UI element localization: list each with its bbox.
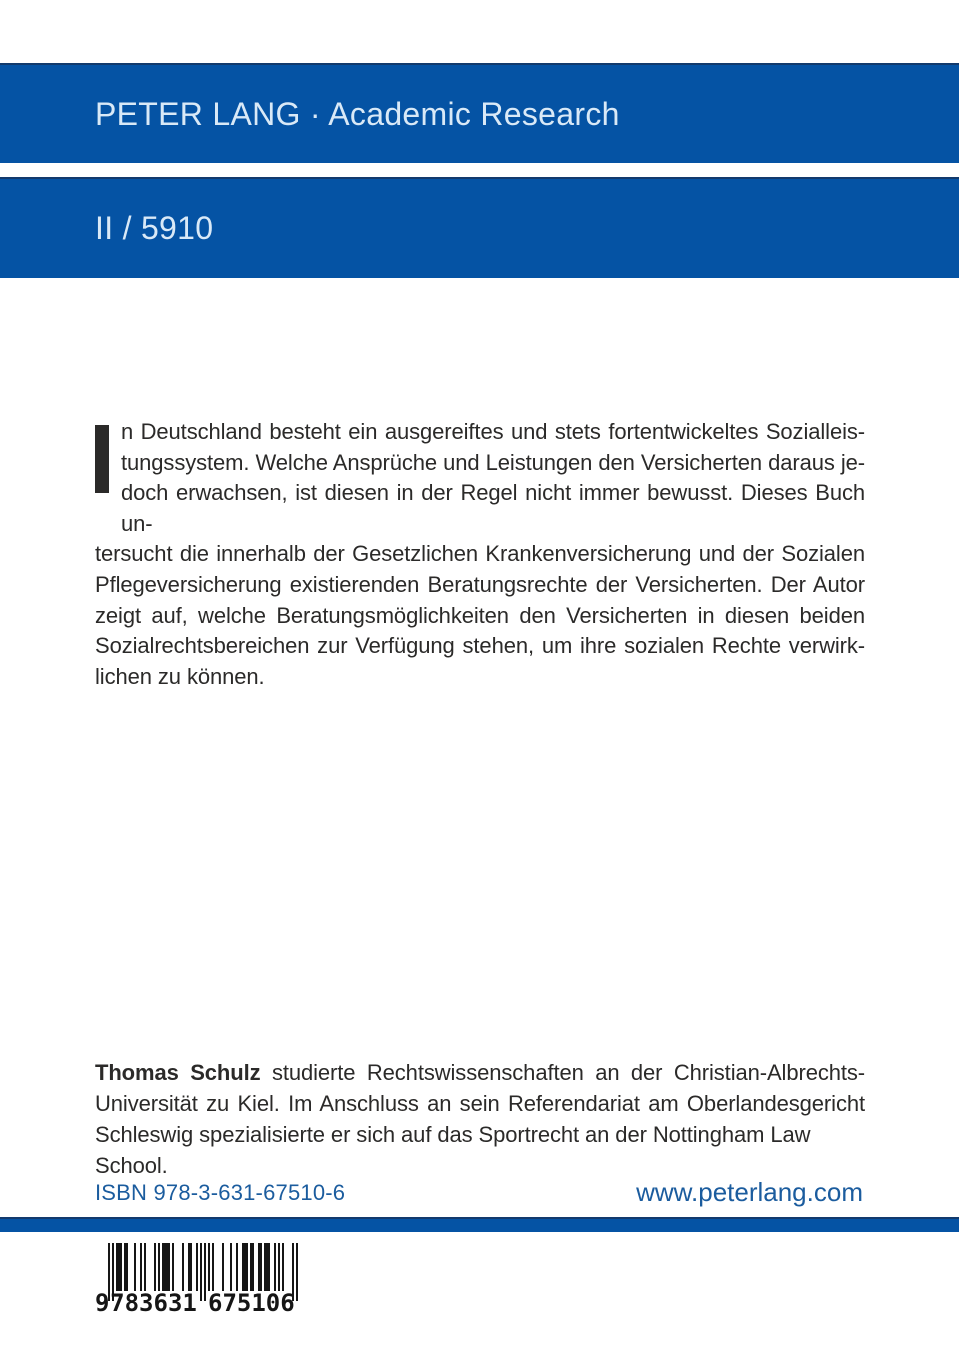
blurb-line: zeigt auf, welche Beratungsmöglichkeiten den Versicherten in diesen beiden: [95, 602, 865, 628]
blurb-line: tungssystem. Welche Ansprüche und Leistungen den Versicherten daraus je-: [121, 449, 865, 475]
bio-line: Universität zu Kiel. Im Anschluss an sein Referendariat am Oberlandesgericht: [95, 1091, 865, 1116]
barcode-digit-group1: 783631: [110, 1289, 197, 1317]
book-blurb: [95, 417, 865, 692]
blurb-line: lichen zu können.: [95, 663, 265, 689]
blurb-line: Sozialrechtsbereichen zur Verfügung stehen, um ihre sozialen Rechte verwirk-: [95, 633, 865, 659]
publisher-website: www.peterlang.com: [636, 1177, 863, 1207]
publisher-brand: PETER LANG · Academic Research: [95, 95, 620, 132]
barcode-digits: [95, 1289, 305, 1317]
barcode-digit-lead: 9: [95, 1289, 110, 1317]
barcode-digit-group2: 675106: [208, 1289, 295, 1317]
footer-stripe: [0, 1217, 959, 1232]
blurb-line: n Deutschland besteht ein ausgereiftes und stets fortentwickeltes Sozialleis-: [121, 419, 865, 444]
author-bio: [95, 1057, 865, 1181]
blurb-line: doch erwachsen, ist diesen in der Regel nicht immer bewusst. Dieses Buch un-: [121, 480, 865, 536]
barcode: [95, 1243, 305, 1318]
barcode-guard-gap: [198, 1289, 208, 1317]
author-name: Thomas Schulz: [95, 1060, 261, 1085]
series-number: II / 5910: [95, 210, 214, 246]
bio-line: Thomas Schulz studierte Rechtswissenschaften an der Christian-Albrechts-: [95, 1060, 866, 1085]
series-band: [0, 177, 959, 278]
isbn-text: ISBN 978-3-631-67510-6: [95, 1180, 346, 1205]
publisher-band: [0, 63, 959, 163]
bio-line: Schleswig spezialisierte er sich auf das Sportrecht an der Nottingham Law School.: [95, 1122, 811, 1178]
blurb-lines: [95, 417, 865, 692]
blurb-line: Pflegeversicherung existierenden Beratungsrechte der Versicherten. Der Autor: [95, 571, 865, 597]
blurb-line: tersucht die innerhalb der Gesetzlichen Krankenversicherung und der Sozialen: [95, 541, 865, 567]
drop-cap-i: [95, 425, 109, 493]
